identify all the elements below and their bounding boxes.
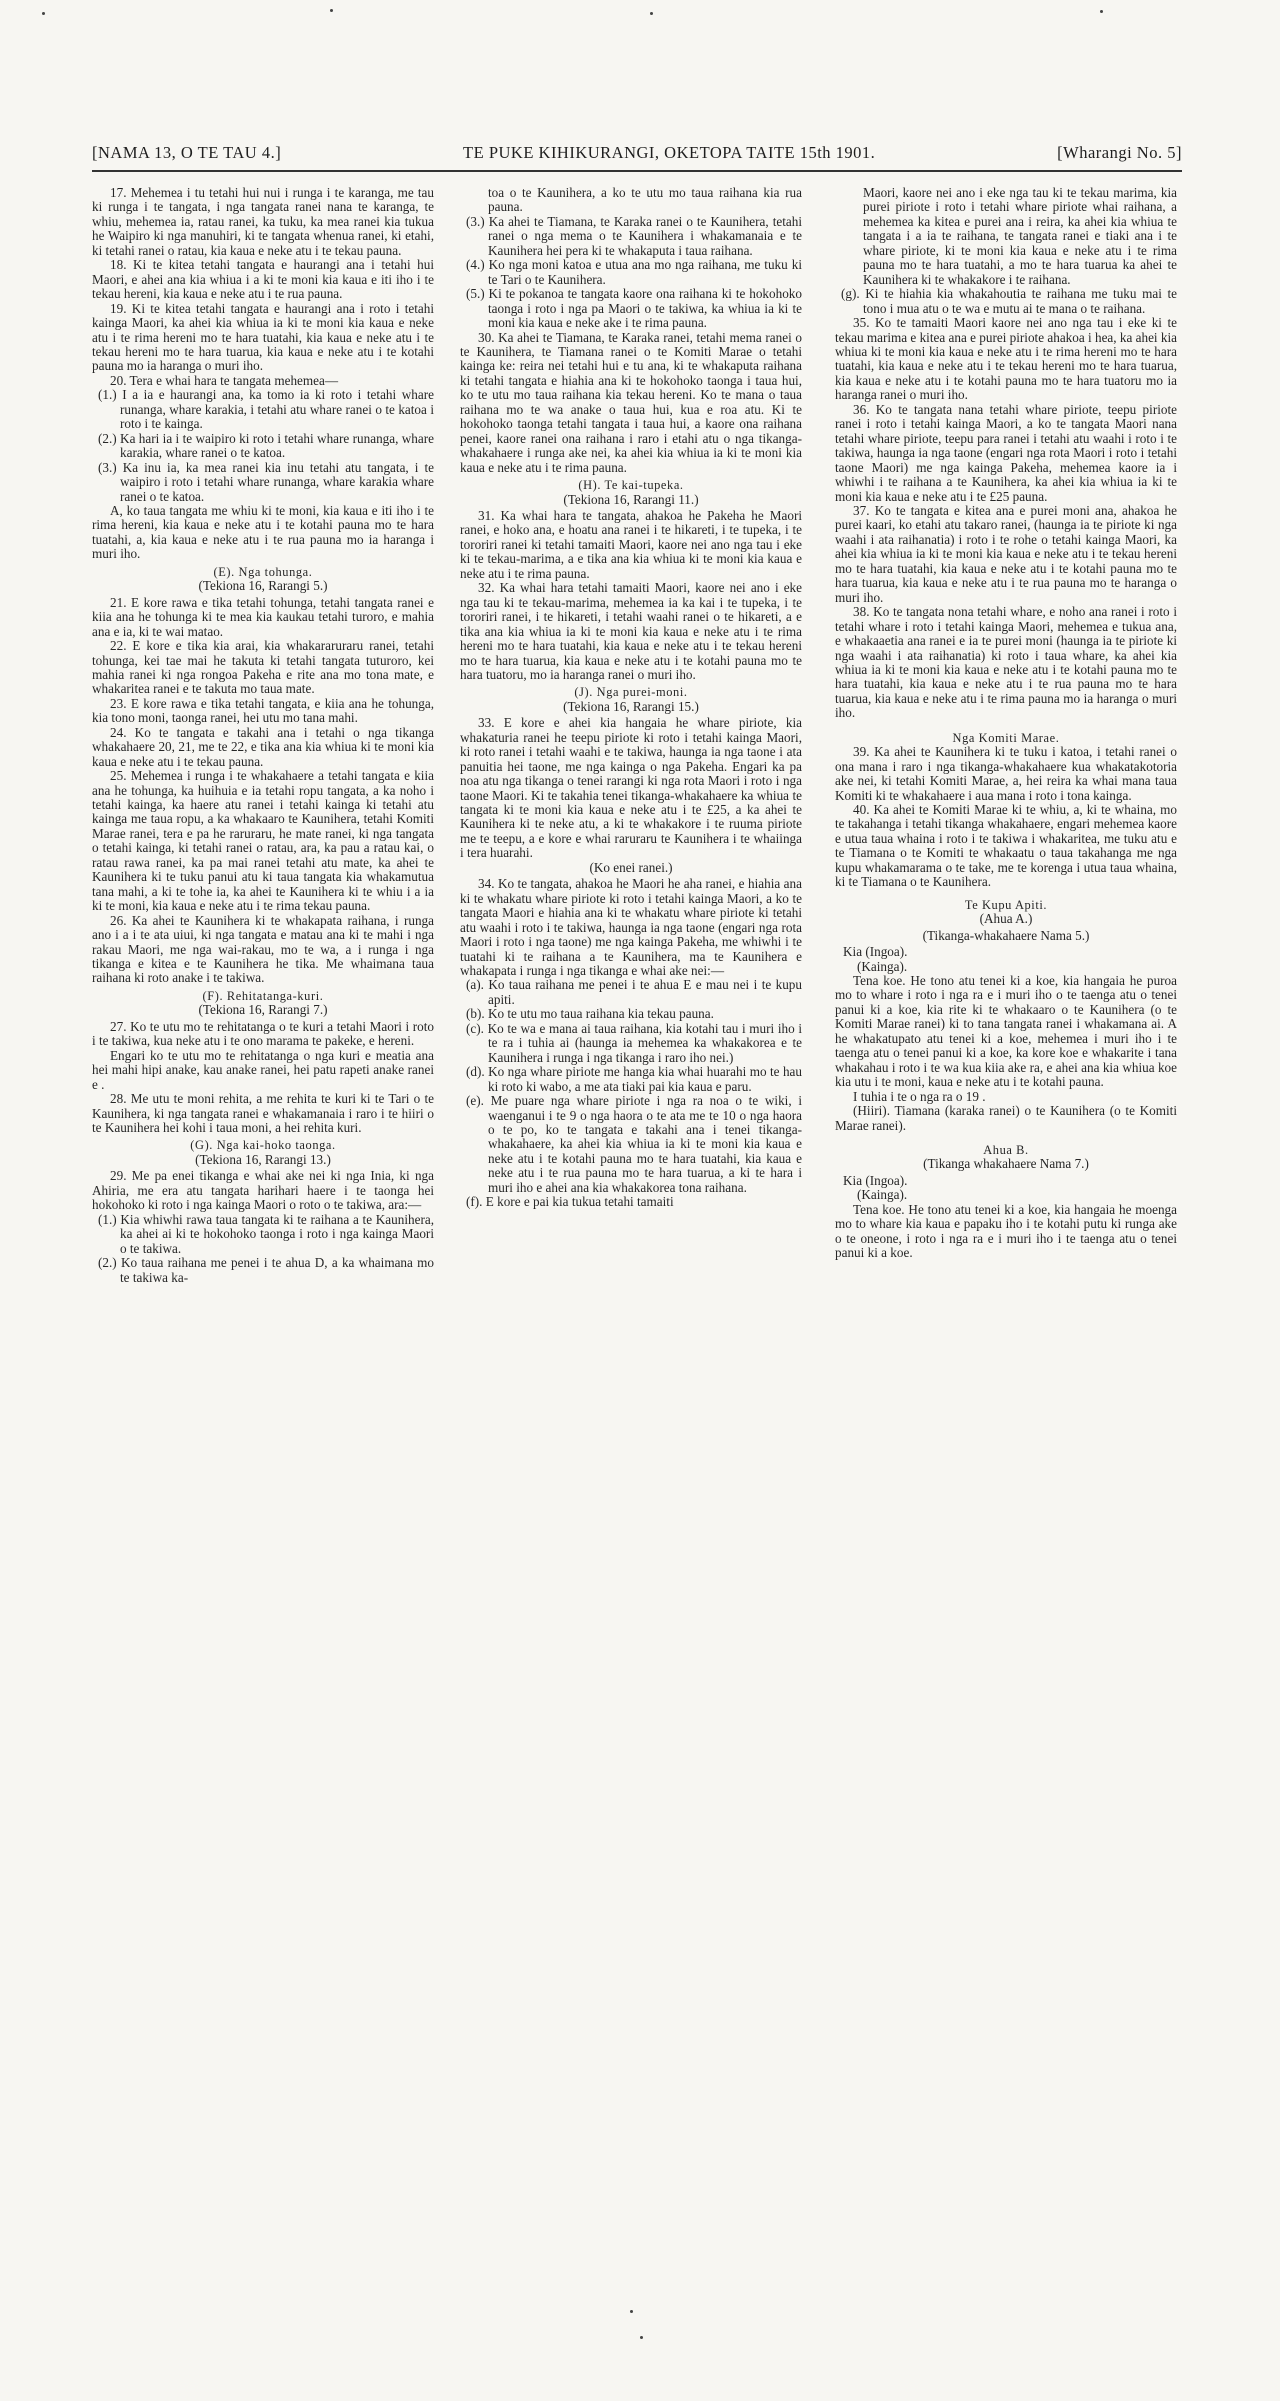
- form-a-addressee: Kia (Ingoa).: [843, 944, 908, 960]
- paragraph-29-list-cont: [460, 186, 802, 331]
- print-speck: [640, 2336, 643, 2339]
- print-speck: [650, 12, 653, 15]
- form-b-title: Ahua B.: [983, 1143, 1029, 1157]
- newspaper-title: TE PUKE KIHIKURANGI, OKETOPA TAITE 15th 1901.: [463, 143, 876, 162]
- column-right: [835, 186, 1177, 2276]
- paragraph-20-penalty: A, ko taua tangata me whiu ki te moni, kia kaua e iti iho i te rima hereni, kia kaua e neke atu i te kotahi pauna mo te hara tuatahi, a, kia kaua e neke atu i te rua pauna mo ia haranga i muri iho.: [92, 502, 434, 562]
- paragraph-31: 31. Ka whai hara te tangata, ahakoa he Pakeha he Maori ranei, e hoko ana, e hoatu ana ranei i te hikareti, i te tupeka, i te tororiri ranei ki tetahi tamaiti Maori, kaore nei ano nga tau i eke ki te tekau-marima, a e tika ana kia whiua ki te moni kia kaua e neke atu i te rima pauna.: [460, 507, 802, 581]
- header-rule: [92, 170, 1182, 172]
- form-a-title: (Ahua A.): [979, 911, 1033, 927]
- paragraph-35: 35. Ko te tamaiti Maori kaore nei ano nga tau i eke ki te tekau marima e kitea ana e purei piriote ahakoa i hea, ka ahei kia whiua ki te moni kia kaua e neke atu i te rima hereni mo te hara tuatahi, kia kaua e neke atu i te tekau hereni mo te hara tuarua, kia kaua e neke atu i te kotahi pauna mo te hara tuatoru mo ia haranga ranei o muri iho.: [835, 315, 1177, 403]
- print-speck: [1100, 10, 1103, 13]
- form-b-place: (Kainga).: [857, 1187, 908, 1203]
- paragraph-24: 24. Ko te tangata e takahi ana i tetahi o nga tikanga whakahaere 20, 21, me te 22, e tika ana kia whiua ki te moni kia kaua e neke atu i te tekau pauna.: [92, 724, 434, 769]
- paragraph-22: 22. E kore e tika kia arai, kia whakararuraru ranei, tetahi tohunga, kei tae mai he takuta ki tetahi tangata tuturoro, kei mahia ranei ki nga rongoa Pakeha e rite ana mo tona mate, e whakaritea ranei e te takuta mo taua mate.: [92, 638, 434, 697]
- list-item: (1.) I a ia e haurangi ana, ka tomo ia ki roto i tetahi whare runanga, whare karakia, i tetahi atu whare ranei o te katoa i roto i te kainga.: [98, 387, 434, 432]
- list-item: (2.) Ka hari ia i te waipiro ki roto i tetahi whare runanga, whare karakia, whare ranei o te katoa.: [98, 430, 434, 461]
- paragraph-21: 21. E kore rawa e tika tetahi tohunga, tetahi tangata ranei e kiia ana he tohunga ki te mea kia kaukau tetahi turoro, e mahia ana e ia, ki te wai matao.: [92, 594, 434, 639]
- list-item: (e). Me puare nga whare piriote i nga ra noa o te wiki, i waenganui i te 9 o nga haora o te ata me te 10 o nga haora o te po, ko te tangata e takahi ana i tenei tikanga-whakahaere, ka ahei kia whiua ia ki te moni kia kaua e neke atu i te kotahi pauna mo te hara tuatahi, kia kaua e neke atu i te rua pauna mo te hara tuarua, a ki te hara i muri iho e ahei ana kia whakakorea tona raihana.: [466, 1093, 802, 1195]
- form-b-addressee: Kia (Ingoa).: [843, 1172, 908, 1188]
- issue-number: [NAMA 13, O TE TAU 4.]: [92, 143, 282, 162]
- paragraph-28: 28. Me utu te moni rehita, a me rehita te kuri ki te Tari o te Kaunihera, ki nga tangata ranei e whakamanaia i raro i te hiiri o te Kaunihera hei kohi i taua moni, a hei rehita kuri.: [92, 1091, 434, 1135]
- paragraph-27b: Engari ko te utu mo te rehitatanga o nga kuri e meatia ana hei mahi hipi anake, kau anake ranei, hei patu rapeti anake ranei e .: [92, 1047, 434, 1092]
- paragraph-18: 18. Ki te kitea tetahi tangata e haurangi ana i tetahi hui Maori, e ahei ana kia whiua i a ki te moni kia kaua e iti iho i te tekau hereni, kia kaua e neke atu i te rua pauna.: [92, 257, 434, 302]
- section-reference-j: (Tekiona 16, Rarangi 15.): [563, 698, 699, 714]
- section-heading-f: (F). Rehitatanga-kuri.: [202, 988, 324, 1003]
- section-heading-j: (J). Nga purei-moni.: [574, 685, 688, 700]
- print-speck: [630, 2310, 633, 2313]
- paragraph-25: 25. Mehemea i runga i te whakahaere a tetahi tangata e kiia ana he tohunga, ka huihuia e ia tetahi ropu tangata, a ka noho i tetahi kainga, ka haere atu ranei i tetahi kainga ki tetahi atu kainga me taua ropu, a ka whakaaro te Kaunihera, tetahi Komiti Marae ranei, tera e pa he raruraru, he mate ranei, ki nga tangata o tetahi kainga, ki tetahi ranei o ratau, ara, ka pau a ratau kai, o ratau rawa ranei, ka pa mai ranei tetahi atu mate, ka ahei te Kaunihera ki te tuku panui atu ki taua tangata kia whakamutua tana mahi, a ki te tohe ia, ka ahei te Kaunihera ki te whiu i a ia ki te moni, kia kaua e neke atu i te rima tekau pauna.: [92, 768, 434, 914]
- section-heading-e: (E). Nga tohunga.: [213, 564, 313, 579]
- list-item: (3.) Ka ahei te Tiamana, te Karaka ranei o te Kaunihera, tetahi ranei o nga mema o te Kaunihera i whakamanaia e te Kaunihera hei pera ki te whakaputa i taua raihana.: [466, 213, 802, 258]
- paragraph-33-note: (Ko enei ranei.): [589, 859, 673, 875]
- paragraph-34-list-cont: [835, 186, 1177, 316]
- paragraph-33: 33. E kore e ahei kia hangaia he whare piriote, kia whakaturia ranei he teepu piriote ki roto i tetahi kainga Maori, ki roto ranei i tetahi waahi e te takiwa, haunga ia nga taone i ata panuitia hei taone, me nga kainga o nga Pakeha. Engari ka pa noa atu nga tikanga o tenei rarangi ki nga rota Maori i roto i nga taone Maori. Ki te takahia tenei tikanga-whakahaere ka whiua te tangata ki te moni kia kaua e neke atu i te £25, a ka ahei te Kaunihera ki te neke atu, a ki te whakakore i te ruuma piriote me te teepu, a e kore e whai raruraru te Kaunihera i te whaiinga i tera huarahi.: [460, 715, 802, 861]
- list-item: (1.) Kia whiwhi rawa taua tangata ki te raihana a te Kaunihera, ka ahei ai ki te hokohoko taonga i roto i nga kainga Maori o te takiwa.: [98, 1211, 434, 1256]
- form-a-seal: (Hiiri). Tiamana (karaka ranei) o te Kaunihera (o te Komiti Marae ranei).: [835, 1103, 1177, 1133]
- print-speck: [330, 9, 333, 12]
- list-item: (f). E kore e pai kia tukua tetahi tamaiti: [466, 1194, 674, 1210]
- paragraph-37: 37. Ko te tangata e kitea ana e purei moni ana, ahakoa he purei kaari, ko etahi atu takaro ranei, (haunga ia te piriote ki nga waahi i ata raihanatia) i roto i te rohe o tetahi kainga Maori, ka ahei kia whiua ia ki te moni kia kaua e neke atu i te tekau hereni mo te hara tuatahi, kia kaua e neke atu i te kotahi pauna mo te hara tuarua, kia kaua e neke atu i te rua pauna mo te haranga o muri iho.: [835, 502, 1177, 605]
- list-item: (c). Ko te wa e mana ai taua raihana, kia kotahi tau i muri iho i te ra i tuhia ai (haunga ia mehemea ka whakakorea e te Kaunihera i runga i nga tikanga i raro iho nei.): [466, 1020, 802, 1065]
- masthead: [92, 140, 1182, 166]
- paragraph-38: 38. Ko te tangata nona tetahi whare, e noho ana ranei i roto i tetahi whare i roto i tetahi kainga Maori, mehemea e tukua ana, e whakaaetia ana ranei e ia te purei moni (haunga ia te piriote ki nga waahi i ata raihanatia) ki roto i taua whare, ka ahei kia whiua ia ki te moni kia kaua e neke atu i te kotahi pauna mo te hara tuatahi, kia kaua e neke atu i te rua pauna mo te hara tuarua, kia kaua e neke atu i te rima pauna mo ia haranga o muri iho.: [835, 604, 1177, 721]
- paragraph-29-list: [92, 1213, 434, 1285]
- paragraph-27: 27. Ko te utu mo te rehitatanga o te kuri a tetahi Maori i roto i te takiwa, kua neke atu i te ono marama te pakeke, e hereni.: [92, 1018, 434, 1049]
- paragraph-26: 26. Ka ahei te Kaunihera ki te whakapata raihana, i runga ano i a i te ata uiui, ki nga tangata e matau ana ki te mahi i nga rakau Maori, me nga wai-rakau, mo te wa, a i runga i nga tikanga e kitea e te Kaunihera he tika. Me whaimana taua raihana ki roto anake i te takiwa.: [92, 912, 434, 986]
- paragraph-23: 23. E kore rawa e tika tetahi tangata, e kiia ana he tohunga, kia tono moni, taonga ranei, hei utu mo tana mahi.: [92, 695, 434, 726]
- list-item: (4.) Ko nga moni katoa e utua ana mo nga raihana, me tuku ki te Tari o te Kaunihera.: [466, 257, 802, 287]
- paragraph-20-list: [92, 388, 434, 504]
- paragraph-30: 30. Ka ahei te Tiamana, te Karaka ranei, tetahi mema ranei o te Kaunihera, te Tiamana ranei o te Komiti Marae o tetahi kainga ke: reira nei tetahi hui e tu ana, ki te whakaputa raihana ki tetahi tangata e hiahia ana ki te hokohoko taonga i taua hui, ko te utu mo taua raihana kia tekau hereni. Ko te mana o taua raihana mo te wa anake o taua hui, kua e roa atu. Ki te hokohoko taonga tetahi tangata i taua hui, a kaore ona raihana penei, kaore ranei ona raihana i raro i etahi atu o nga tikanga-whakahaere i runga ake nei, ka ahei kia whiua ia ki te moni kia kaua e neke atu i te rima pauna.: [460, 329, 802, 475]
- section-heading-h: (H). Te kai-tupeka.: [578, 478, 684, 493]
- paragraph-36: 36. Ko te tangata nana tetahi whare piriote, teepu piriote ranei i roto i tetahi kainga Maori, a ko te tangata Maori nana tetahi whare piriote, teepu para ranei i tetahi atu waahi i roto i te takiwa, haunga ia nga taone (engari nga rota Maori i roto i tetahi taone Maori) me nga kainga Pakeha, mehemea kaore ia i whiwhi i te raihana a te Kaunihera, ka ahei kia whiua ia ki te moni kia kaua e neke atu i te £25 pauna.: [835, 401, 1177, 504]
- form-b-subtitle: (Tikanga whakahaere Nama 7.): [923, 1156, 1089, 1172]
- list-item: (3.) Ka inu ia, ka mea ranei kia inu tetahi atu tangata, i te waipiro i roto i tetahi whare runanga, whare karakia whare ranei o te katoa.: [98, 459, 434, 504]
- form-a-date: I tuhia i te o nga ra o 19 .: [853, 1088, 986, 1104]
- paragraph-34: 34. Ko te tangata, ahakoa he Maori he aha ranei, e hiahia ana ki te whakatu whare piriote ki roto i tetahi kainga Maori, a ko te tangata Maori e hiahia ana ki te whakatu whare piriote ki tetahi atu waahi i roto i te takiwa, haunga ia nga taone (engari nga rota Maori i roto i nga taone) me nga kainga Pakeha, me whiwhi i te tuatahi ki te raihana a te Kaunihera, ma te Kaunihera e whakapata i runga i nga tikanga e whai ake nei:—: [460, 876, 802, 979]
- section-heading-g: (G). Nga kai-hoko taonga.: [190, 1138, 336, 1153]
- section-reference-h: (Tekiona 16, Rarangi 11.): [563, 491, 699, 507]
- form-a-body: Tena koe. He tono atu tenei ki a koe, kia hangaia he puroa mo to whare i roto i nga ra e i muri iho o te taenga atu o tenei panui ki a koe, kia rite ki te whakaaro o te Kaunihera (o te Komiti Marae ranei) ki to tana tangata ranei i whakamana ai. A he whakatupato atu tenei ki a koe, mehemea i muri iho i te taenga atu o tenei panui ki a koe, ka kore koe e whakarite i tana whakahau i roto i te wa kua kiia ake ra, e ahei ana kia whiua koe kia utu i te moni, kaua e neke atu i te kotahi pauna.: [835, 973, 1177, 1090]
- form-b-body: Tena koe. He tono atu tenei ki a koe, kia hangaia he moenga mo to whare kia kaua e papaku iho i te kotahi putu ki runga ake o te oneone, i roto i nga ra e i muri iho i te taenga atu o tenei panui ki a koe.: [835, 1201, 1177, 1261]
- form-a-subtitle: (Tikanga-whakahaere Nama 5.): [922, 927, 1090, 943]
- section-reference-e: (Tekiona 16, Rarangi 5.): [198, 578, 328, 594]
- list-item: toa o te Kaunihera, a ko te utu mo taua raihana kia rua pauna.: [488, 186, 802, 215]
- section-heading-komiti: Nga Komiti Marae.: [952, 730, 1060, 745]
- page-number: [Wharangi No. 5]: [1057, 143, 1182, 162]
- section-heading-apiti: Te Kupu Apiti.: [964, 897, 1048, 912]
- list-item: (2.) Ko taua raihana me penei i te ahua D, a ka whaimana mo te takiwa ka-: [98, 1255, 434, 1285]
- paragraph-19: 19. Ki te kitea tetahi tangata e haurangi ana i roto i tetahi kainga Maori, ka ahei kia whiua ia ki te moni kia kaua e neke atu i te rima hereni mo te hara tuatahi, kia kaua e neke atu i te tekau hereni mo te hara tuarua, kia kaua e neke atu i te kotahi pauna mo ia haranga o muri iho.: [92, 300, 434, 374]
- section-reference-f: (Tekiona 16, Rarangi 7.): [198, 1002, 328, 1018]
- paragraph-17: 17. Mehemea i tu tetahi hui nui i runga i te karanga, me tau ki runga i te tangata, i nga tangata ranei nana te karanga, te whiu, mehemea ia, ratau ranei, ka tuku, ka mea ranei kia tukua he Waipiro ki nga manuhiri, ki te tangata whenua ranei, ki etahi, ki tetahi ranei o ratau, kia kaua e neke atu i te tekau pauna.: [92, 186, 434, 258]
- section-reference-g: (Tekiona 16, Rarangi 13.): [195, 1151, 331, 1167]
- paragraph-20: 20. Tera e whai hara te tangata mehemea—: [110, 372, 339, 388]
- list-item: (a). Ko taua raihana me penei i te ahua E e mau nei i te kupu apiti.: [466, 977, 802, 1007]
- paragraph-40: 40. Ka ahei te Komiti Marae ki te whiu, a, ki te whaina, mo te takahanga i tetahi tikanga whakahaere, engari mehemea kaore e utua taua whaina i roto i te takiwa i whakaritea, me tuku atu e te Tiamana o te Komiti te whakaatu o taua takahanga me nga kupu whakamarama o te take, me te korenga i utua taua whaina, ki te Tiamana o te Kaunihera.: [835, 802, 1177, 890]
- paragraph-34-list: [460, 978, 802, 1209]
- list-item: (g). Ki te hiahia kia whakahoutia te raihana me tuku mai te tono i mua atu o te wa e mutu ai te mana o te raihana.: [841, 286, 1177, 316]
- paragraph-32: 32. Ka whai hara tetahi tamaiti Maori, kaore nei ano i eke nga tau ki te tekau-marima, mehemea ia ka kai i te tupeka, i te tororiri ranei, i te hikareti, i tetahi waahi ranei o te hikareti, a e tika ana kia whiua ia ki te moni kia kaua e neke atu i te rima hereni mo te hara tuatahi, kia kaua e neke atu i te tekau hereni mo te hara tuarua, kia kaua e neke atu i te kotahi pauna mo te hara tuatoru, mo ia haranga ranei o muri iho.: [460, 580, 802, 682]
- form-a-place: (Kainga).: [857, 958, 908, 974]
- list-item: (b). Ko te utu mo taua raihana kia tekau pauna.: [466, 1006, 714, 1022]
- paragraph-29: 29. Me pa enei tikanga e whai ake nei ki nga Inia, ki nga Ahiria, me era atu tangata harihari haere i te taonga hei hokohoko ki roto i nga kainga Maori o roto o te takiwa, ara:—: [92, 1168, 434, 1213]
- column-middle: [460, 186, 802, 2276]
- print-speck: [42, 12, 45, 15]
- list-item: Maori, kaore nei ano i eke nga tau ki te tekau marima, kia purei piriote i roto i tetahi whare piriote whai raihana, a mehemea ka kitea e purei ana i reira, ka ahei kia whiua te tangata i a ia te raihana, te tangata ranei e tiaki ana i te whare piriote, ki te moni kia kaua e neke atu i te rima pauna mo te hara tuatahi, a mo te hara tuarua ka ahei te Kaunihera ki te whakakore i te raihana.: [863, 186, 1177, 287]
- list-item: (5.) Ki te pokanoa te tangata kaore ona raihana ki te hokohoko taonga i roto i nga pa Maori o te takiwa, ka whiua ia ki te moni kia kaua e neke ake i te rima pauna.: [466, 286, 802, 331]
- list-item: (d). Ko nga whare piriote me hanga kia whai huarahi mo te hau ki roto ki wabo, a me ata tiaki pai kia kaua e paru.: [466, 1064, 802, 1094]
- paragraph-39: 39. Ka ahei te Kaunihera ki te tuku i katoa, i tetahi ranei o ona mana i raro i nga tikanga-whakahaere kua whakatakotoria ake nei, ki tetahi Komiti Marae, a, hei reira ka whai mana taua Komiti ki te whakahaere i aua mana i roto i tona kainga.: [835, 744, 1177, 803]
- column-left: [92, 186, 434, 2276]
